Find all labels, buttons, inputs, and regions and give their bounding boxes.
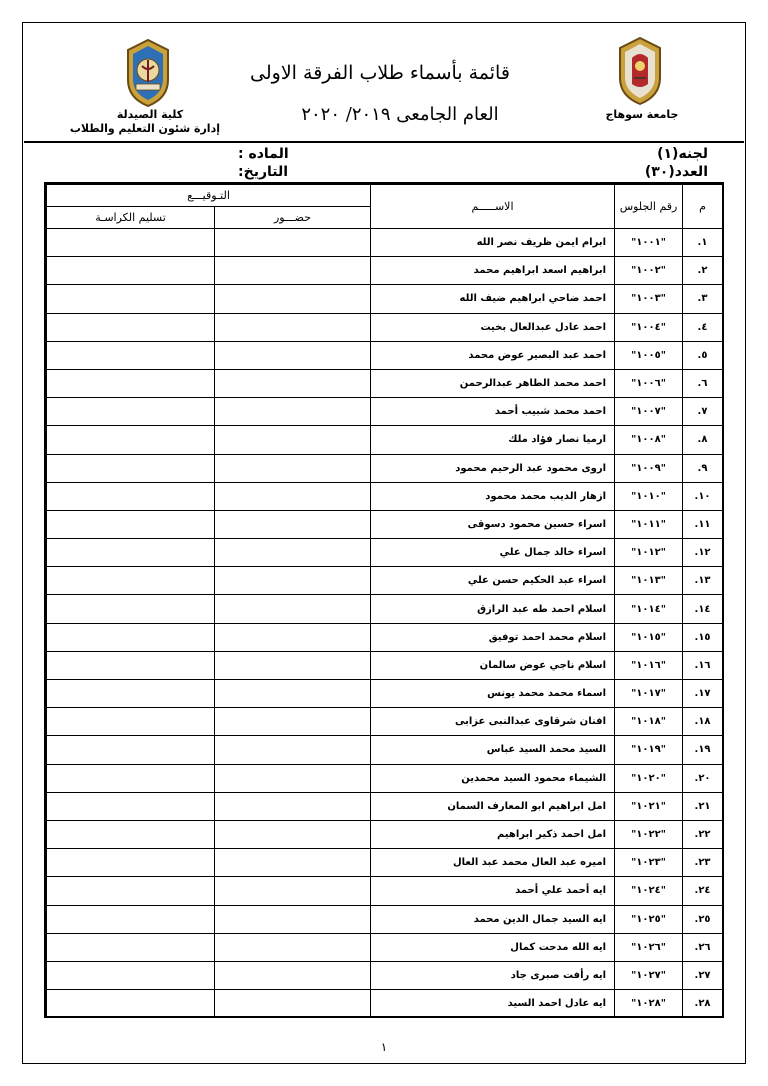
academic-year: العام الجامعى ٢٠١٩/ ٢٠٢٠: [301, 104, 499, 125]
row-number: ٢٢.: [683, 820, 723, 848]
student-name: اميره عبد العال محمد عبد العال: [371, 849, 615, 877]
student-name: اسماء محمد محمد يونس: [371, 680, 615, 708]
seat-number: "١٠٠٣": [615, 285, 683, 313]
subject-label: الماده :: [238, 146, 289, 162]
faculty-logo-icon: [120, 36, 176, 108]
attendance-signature-cell: [215, 820, 371, 848]
attendance-signature-cell: [215, 877, 371, 905]
committee-label: لجنه(١): [657, 146, 708, 162]
seat-number: "١٠٠٧": [615, 398, 683, 426]
row-number: ١٣.: [683, 567, 723, 595]
delivery-signature-cell: [47, 229, 215, 257]
seat-number: "١٠٠٩": [615, 454, 683, 482]
seat-number: "١٠٢٤": [615, 877, 683, 905]
delivery-signature-cell: [47, 539, 215, 567]
seat-number: "١٠٢٦": [615, 933, 683, 961]
row-number: ٧.: [683, 398, 723, 426]
student-name: احمد محمد شبيب أحمد: [371, 398, 615, 426]
attendance-signature-cell: [215, 651, 371, 679]
roster-table-frame: [44, 182, 724, 1018]
attendance-signature-cell: [215, 341, 371, 369]
student-name: اسراء خالد جمال علي: [371, 539, 615, 567]
delivery-signature-cell: [47, 792, 215, 820]
student-name: اروى محمود عبد الرحيم محمود: [371, 454, 615, 482]
roster-body: [47, 229, 723, 1018]
date-label: التاريخ:: [238, 164, 289, 180]
table-row: [47, 792, 723, 820]
seat-number: "١٠٠٤": [615, 313, 683, 341]
seat-number: "١٠١٨": [615, 708, 683, 736]
student-name: احمد محمد الطاهر عبدالرحمن: [371, 369, 615, 397]
row-number: ٢٦.: [683, 933, 723, 961]
student-name: ايه أحمد علي أحمد: [371, 877, 615, 905]
delivery-signature-cell: [47, 510, 215, 538]
delivery-signature-cell: [47, 820, 215, 848]
attendance-signature-cell: [215, 990, 371, 1018]
seat-number: "١٠٢٠": [615, 764, 683, 792]
table-row: [47, 510, 723, 538]
table-row: [47, 369, 723, 397]
delivery-signature-cell: [47, 567, 215, 595]
department-name: إدارة شئون التعليم والطلاب: [69, 122, 220, 135]
attendance-signature-cell: [215, 398, 371, 426]
delivery-signature-cell: [47, 285, 215, 313]
row-number: ٢٧.: [683, 961, 723, 989]
student-name: السيد محمد السيد عباس: [371, 736, 615, 764]
row-number: ١٢.: [683, 539, 723, 567]
student-name: احمد عبد البصير عوض محمد: [371, 341, 615, 369]
row-number: ٢٤.: [683, 877, 723, 905]
seat-number: "١٠١٥": [615, 623, 683, 651]
seat-number: "١٠١٦": [615, 651, 683, 679]
delivery-signature-cell: [47, 313, 215, 341]
delivery-signature-cell: [47, 990, 215, 1018]
header-booklet-delivery: تسليم الكراسـة: [47, 207, 215, 229]
student-name: احمد ضاحي ابراهيم ضيف الله: [371, 285, 615, 313]
delivery-signature-cell: [47, 341, 215, 369]
table-row: [47, 341, 723, 369]
table-row: [47, 651, 723, 679]
student-name: ايه رأفت صبرى جاد: [371, 961, 615, 989]
attendance-signature-cell: [215, 482, 371, 510]
seat-number: "١٠٢٥": [615, 905, 683, 933]
table-row: [47, 961, 723, 989]
row-number: ٢٠.: [683, 764, 723, 792]
student-name: ابراهيم اسعد ابراهيم محمد: [371, 257, 615, 285]
header-number: م: [683, 185, 723, 229]
row-number: ١٧.: [683, 680, 723, 708]
delivery-signature-cell: [47, 651, 215, 679]
table-row: [47, 454, 723, 482]
row-number: ١٦.: [683, 651, 723, 679]
row-number: ٨.: [683, 426, 723, 454]
delivery-signature-cell: [47, 905, 215, 933]
table-row: [47, 877, 723, 905]
student-name: اسلام محمد احمد توفيق: [371, 623, 615, 651]
table-row: [47, 680, 723, 708]
attendance-signature-cell: [215, 680, 371, 708]
table-row: [47, 990, 723, 1018]
seat-number: "١٠١٤": [615, 595, 683, 623]
table-row: [47, 849, 723, 877]
attendance-signature-cell: [215, 595, 371, 623]
attendance-signature-cell: [215, 764, 371, 792]
delivery-signature-cell: [47, 398, 215, 426]
seat-number: "١٠١٩": [615, 736, 683, 764]
student-name: ايه السيد جمال الدين محمد: [371, 905, 615, 933]
table-row: [47, 623, 723, 651]
table-row: [47, 482, 723, 510]
student-name: ابرام ايمن ظريف نصر الله: [371, 229, 615, 257]
table-row: [47, 398, 723, 426]
attendance-signature-cell: [215, 849, 371, 877]
student-name: اسلام ناجي عوض سالمان: [371, 651, 615, 679]
table-row: [47, 933, 723, 961]
delivery-signature-cell: [47, 595, 215, 623]
attendance-signature-cell: [215, 736, 371, 764]
faculty-name: كلية الصيدلة: [116, 108, 184, 121]
row-number: ٥.: [683, 341, 723, 369]
student-name: ازهار الديب محمد محمود: [371, 482, 615, 510]
university-name: جامعة سوهاج: [605, 108, 679, 121]
row-number: ١.: [683, 229, 723, 257]
attendance-signature-cell: [215, 567, 371, 595]
header-divider: [24, 141, 744, 143]
delivery-signature-cell: [47, 426, 215, 454]
header-seat-number: رقم الجلوس: [615, 185, 683, 229]
roster-table: [46, 184, 723, 1018]
attendance-signature-cell: [215, 933, 371, 961]
table-row: [47, 905, 723, 933]
table-row: [47, 285, 723, 313]
attendance-signature-cell: [215, 257, 371, 285]
student-name: اسراء عبد الحكيم حسن علي: [371, 567, 615, 595]
seat-number: "١٠٠٢": [615, 257, 683, 285]
delivery-signature-cell: [47, 454, 215, 482]
attendance-signature-cell: [215, 539, 371, 567]
row-number: ١٠.: [683, 482, 723, 510]
row-number: ٣.: [683, 285, 723, 313]
attendance-signature-cell: [215, 905, 371, 933]
row-number: ٢٨.: [683, 990, 723, 1018]
seat-number: "١٠٢٨": [615, 990, 683, 1018]
student-name: ايه الله مدحت كمال: [371, 933, 615, 961]
student-name: ايه عادل احمد السيد: [371, 990, 615, 1018]
table-row: [47, 229, 723, 257]
header-signature: التـوقيـــع: [47, 185, 371, 207]
attendance-signature-cell: [215, 313, 371, 341]
seat-number: "١٠٠٦": [615, 369, 683, 397]
seat-number: "١٠٢٢": [615, 820, 683, 848]
delivery-signature-cell: [47, 623, 215, 651]
row-number: ٢١.: [683, 792, 723, 820]
page-number: ١: [380, 1040, 388, 1054]
delivery-signature-cell: [47, 736, 215, 764]
document-title: قائمة بأسماء طلاب الفرقة الاولى: [250, 62, 510, 84]
seat-number: "١٠١١": [615, 510, 683, 538]
seat-number: "١٠٠١": [615, 229, 683, 257]
seat-number: "١٠١٠": [615, 482, 683, 510]
attendance-signature-cell: [215, 961, 371, 989]
seat-number: "١٠٢٧": [615, 961, 683, 989]
table-row: [47, 595, 723, 623]
attendance-signature-cell: [215, 792, 371, 820]
table-row: [47, 313, 723, 341]
delivery-signature-cell: [47, 933, 215, 961]
student-name: اسلام احمد طه عبد الرازق: [371, 595, 615, 623]
seat-number: "١٠١٢": [615, 539, 683, 567]
student-name: افنان شرقاوى عبدالنبى عزابى: [371, 708, 615, 736]
delivery-signature-cell: [47, 961, 215, 989]
seat-number: "١٠١٣": [615, 567, 683, 595]
table-row: [47, 820, 723, 848]
table-row: [47, 539, 723, 567]
row-number: ٢.: [683, 257, 723, 285]
row-number: ١١.: [683, 510, 723, 538]
attendance-signature-cell: [215, 708, 371, 736]
seat-number: "١٠٢١": [615, 792, 683, 820]
row-number: ١٤.: [683, 595, 723, 623]
delivery-signature-cell: [47, 849, 215, 877]
student-name: امل احمد ذكير ابراهيم: [371, 820, 615, 848]
university-logo-icon: [612, 34, 668, 106]
table-row: [47, 426, 723, 454]
delivery-signature-cell: [47, 482, 215, 510]
attendance-signature-cell: [215, 369, 371, 397]
table-row: [47, 736, 723, 764]
header-attendance: حضـــور: [215, 207, 371, 229]
seat-number: "١٠٢٣": [615, 849, 683, 877]
seat-number: "١٠٠٥": [615, 341, 683, 369]
table-row: [47, 708, 723, 736]
student-name: امل ابراهيم ابو المعارف السمان: [371, 792, 615, 820]
student-name: الشيماء محمود السيد محمدين: [371, 764, 615, 792]
header-name: الاســـــم: [371, 185, 615, 229]
delivery-signature-cell: [47, 764, 215, 792]
attendance-signature-cell: [215, 426, 371, 454]
seat-number: "١٠٠٨": [615, 426, 683, 454]
student-name: ارميا نصار فؤاد ملك: [371, 426, 615, 454]
attendance-signature-cell: [215, 285, 371, 313]
attendance-signature-cell: [215, 510, 371, 538]
row-number: ١٨.: [683, 708, 723, 736]
delivery-signature-cell: [47, 369, 215, 397]
delivery-signature-cell: [47, 708, 215, 736]
student-name: احمد عادل عبدالعال بخيت: [371, 313, 615, 341]
delivery-signature-cell: [47, 680, 215, 708]
delivery-signature-cell: [47, 257, 215, 285]
row-number: ١٩.: [683, 736, 723, 764]
row-number: ٢٥.: [683, 905, 723, 933]
attendance-signature-cell: [215, 623, 371, 651]
row-number: ١٥.: [683, 623, 723, 651]
attendance-signature-cell: [215, 454, 371, 482]
row-number: ٤.: [683, 313, 723, 341]
delivery-signature-cell: [47, 877, 215, 905]
student-count: العدد(٣٠): [644, 164, 708, 180]
row-number: ٩.: [683, 454, 723, 482]
seat-number: "١٠١٧": [615, 680, 683, 708]
row-number: ٢٣.: [683, 849, 723, 877]
table-row: [47, 257, 723, 285]
attendance-signature-cell: [215, 229, 371, 257]
row-number: ٦.: [683, 369, 723, 397]
table-row: [47, 567, 723, 595]
student-name: اسراء حسين محمود دسوقى: [371, 510, 615, 538]
table-row: [47, 764, 723, 792]
